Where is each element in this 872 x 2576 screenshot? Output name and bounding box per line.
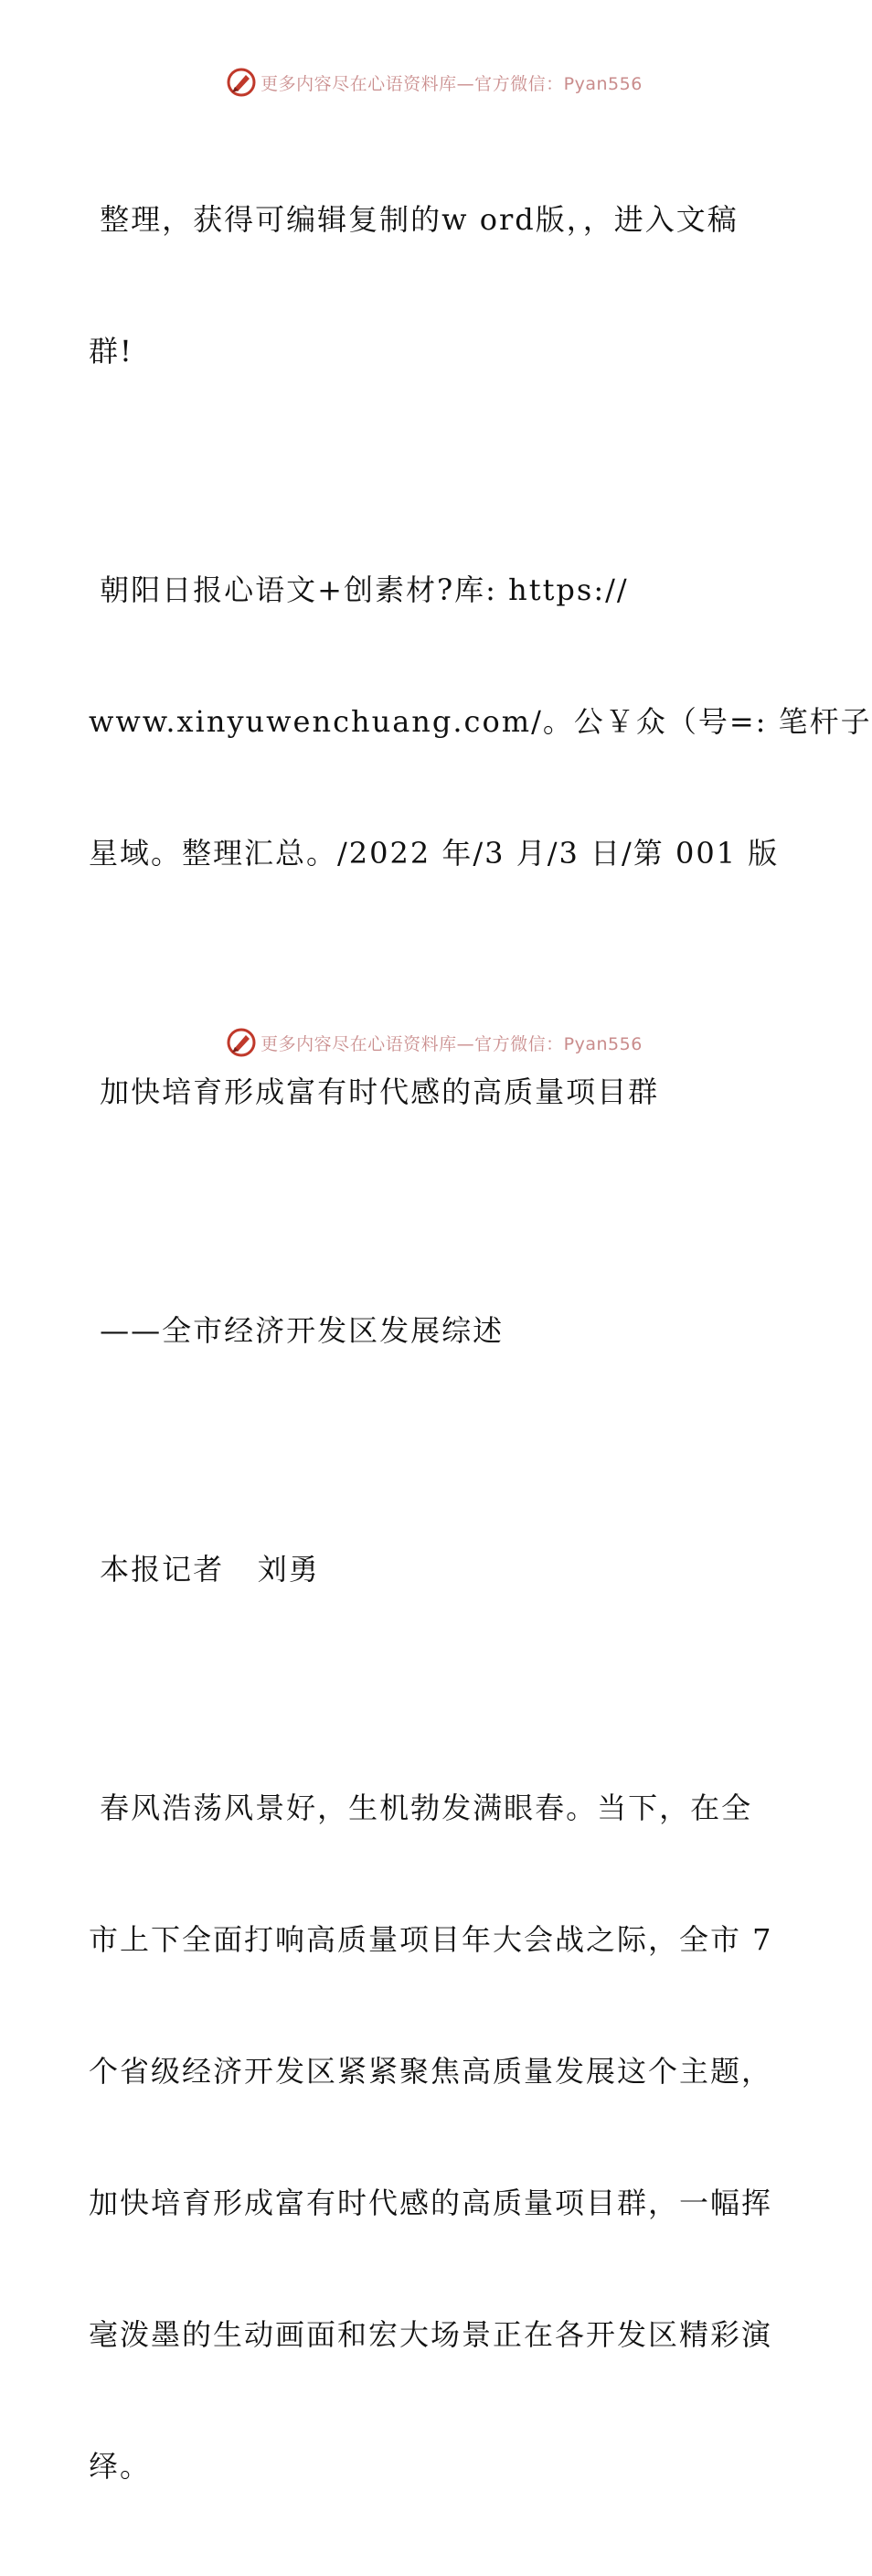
body-line-6: 绎。 [89, 2449, 152, 2484]
intro-line-2: 群! [89, 334, 133, 369]
document-body [89, 110, 872, 2576]
source-line-3: 星域。整理汇总。/2022 年/3 月/3 日/第 001 版 [89, 836, 780, 871]
body-line-3: 个省级经济开发区紧紧聚焦高质量发展这个主题， [89, 2054, 773, 2089]
source-paragraph [89, 480, 872, 963]
source-line-1: 朝阳日报心语文+创素材?库: https:// [89, 572, 629, 607]
source-line-2: www.xinyuwenchuang.com/。公￥众（号=: 笔杆子 [89, 704, 872, 739]
article-subtitle: ——全市经济开发区发展综述 [89, 1313, 505, 1348]
intro-line-1: 整理，获得可编辑复制的w ord版，，进入文稿 [89, 202, 739, 237]
article-title: 加快培育形成富有时代感的高质量项目群 [89, 1074, 660, 1109]
footer-watermark [0, 1024, 868, 1061]
byline: 本报记者 刘勇 [89, 1552, 320, 1587]
header-watermark-text: 更多内容尽在心语资料库—官方微信：Pyan556 [261, 73, 643, 94]
body-line-2: 市上下全面打响高质量项目年大会战之际，全市 7 [89, 1922, 773, 1957]
footer-watermark-text: 更多内容尽在心语资料库—官方微信：Pyan556 [261, 1033, 643, 1054]
body-line-5: 毫泼墨的生动画面和宏大场景正在各开发区精彩演 [89, 2317, 773, 2352]
header-watermark [0, 64, 868, 101]
body-line-1: 春风浩荡风景好，生机勃发满眼春。当下，在全 [89, 1790, 753, 1825]
logo-icon [226, 1027, 257, 1058]
body-line-4: 加快培育形成富有时代感的高质量项目群，一幅挥 [89, 2186, 773, 2220]
intro-paragraph [89, 110, 783, 461]
logo-icon [226, 67, 257, 98]
body-paragraph [89, 1698, 783, 2576]
